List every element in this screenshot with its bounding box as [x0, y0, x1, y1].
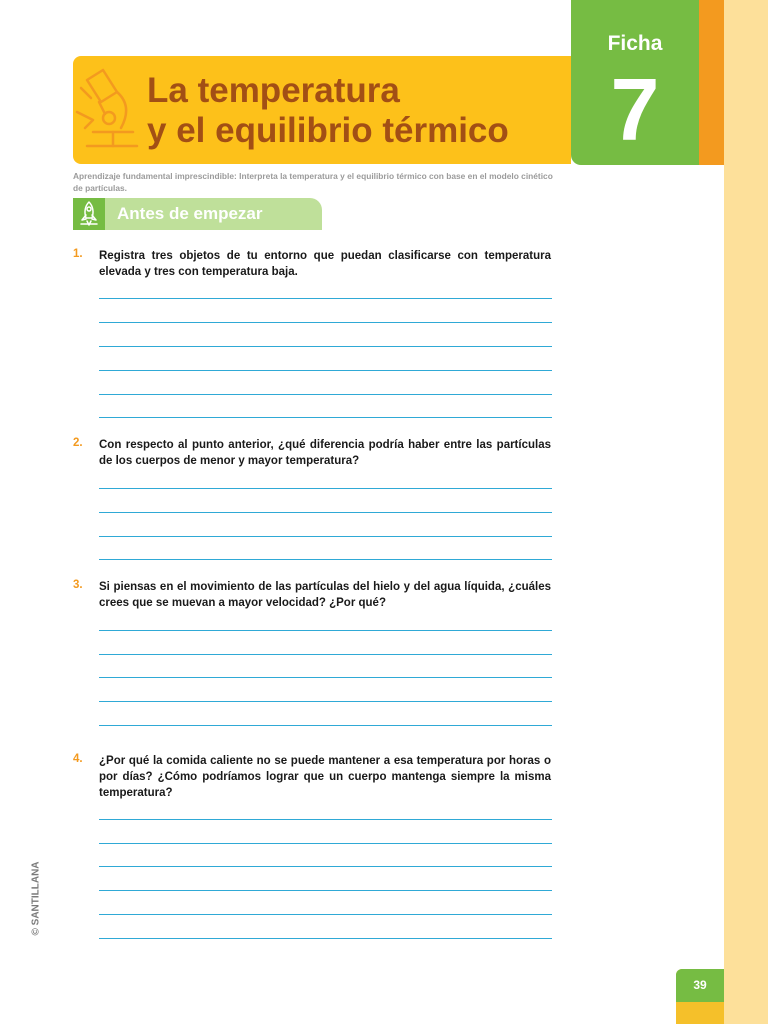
rocket-icon [73, 198, 105, 230]
ficha-label: Ficha [607, 32, 663, 55]
question-text: Si piensas en el movimiento de las partículas del hielo y del agua líquida, ¿cuáles crees que se muevan a mayor velocidad? ¿Por qué? [99, 581, 551, 609]
answer-line[interactable] [99, 725, 552, 726]
answer-line[interactable] [99, 370, 552, 371]
answer-line[interactable] [99, 559, 552, 560]
answer-line[interactable] [99, 394, 552, 395]
ficha-badge [571, 0, 699, 165]
answer-line[interactable] [99, 488, 552, 489]
title-line-2: y el equilibrio térmico [147, 111, 509, 150]
publisher-credit: © SANTILLANA [30, 861, 42, 936]
microscope-icon [73, 62, 143, 158]
answer-line[interactable] [99, 654, 552, 655]
answer-line[interactable] [99, 512, 552, 513]
question-text: Con respecto al punto anterior, ¿qué diferencia podría haber entre las partículas de los cuerpos de menor y mayor temperatura? [99, 439, 551, 467]
orange-accent-strip [699, 0, 724, 165]
title-banner [73, 56, 571, 164]
answer-line[interactable] [99, 843, 552, 844]
question-text: Registra tres objetos de tu entorno que puedan clasificarse con temperatura elevada y tres con temperatura baja. [99, 250, 551, 278]
answer-line[interactable] [99, 890, 552, 891]
question-number: 1. [73, 248, 83, 260]
answer-line[interactable] [99, 938, 552, 939]
question-text: ¿Por qué la comida caliente no se puede mantener a esa temperatura por horas o por días? ¿Cómo podríamos lograr que un cuerpo mantenga siempre la misma temperatura? [99, 755, 551, 799]
section-banner [73, 198, 322, 230]
answer-line[interactable] [99, 346, 552, 347]
answer-line[interactable] [99, 701, 552, 702]
page-number-tab [676, 969, 724, 1024]
page-number: 39 [693, 978, 707, 992]
learning-objective: Aprendizaje fundamental imprescindible: Interpreta la temperatura y el equilibrio térmico con base en el modelo cinético de partículas. [73, 171, 553, 193]
right-margin-strip [724, 0, 768, 1024]
answer-line[interactable] [99, 536, 552, 537]
answer-line[interactable] [99, 630, 552, 631]
question-number: 2. [73, 437, 83, 449]
section-icon-box [73, 198, 105, 230]
page-title [147, 71, 509, 151]
answer-line[interactable] [99, 298, 552, 299]
answer-line[interactable] [99, 914, 552, 915]
title-line-1: La temperatura [147, 71, 400, 110]
answer-line[interactable] [99, 322, 552, 323]
question-number: 3. [73, 579, 83, 591]
answer-line[interactable] [99, 417, 552, 418]
answer-line[interactable] [99, 819, 552, 820]
ficha-number: 7 [610, 60, 660, 159]
section-label: Antes de empezar [117, 204, 263, 223]
answer-line[interactable] [99, 866, 552, 867]
question-number: 4. [73, 753, 83, 765]
answer-line[interactable] [99, 677, 552, 678]
